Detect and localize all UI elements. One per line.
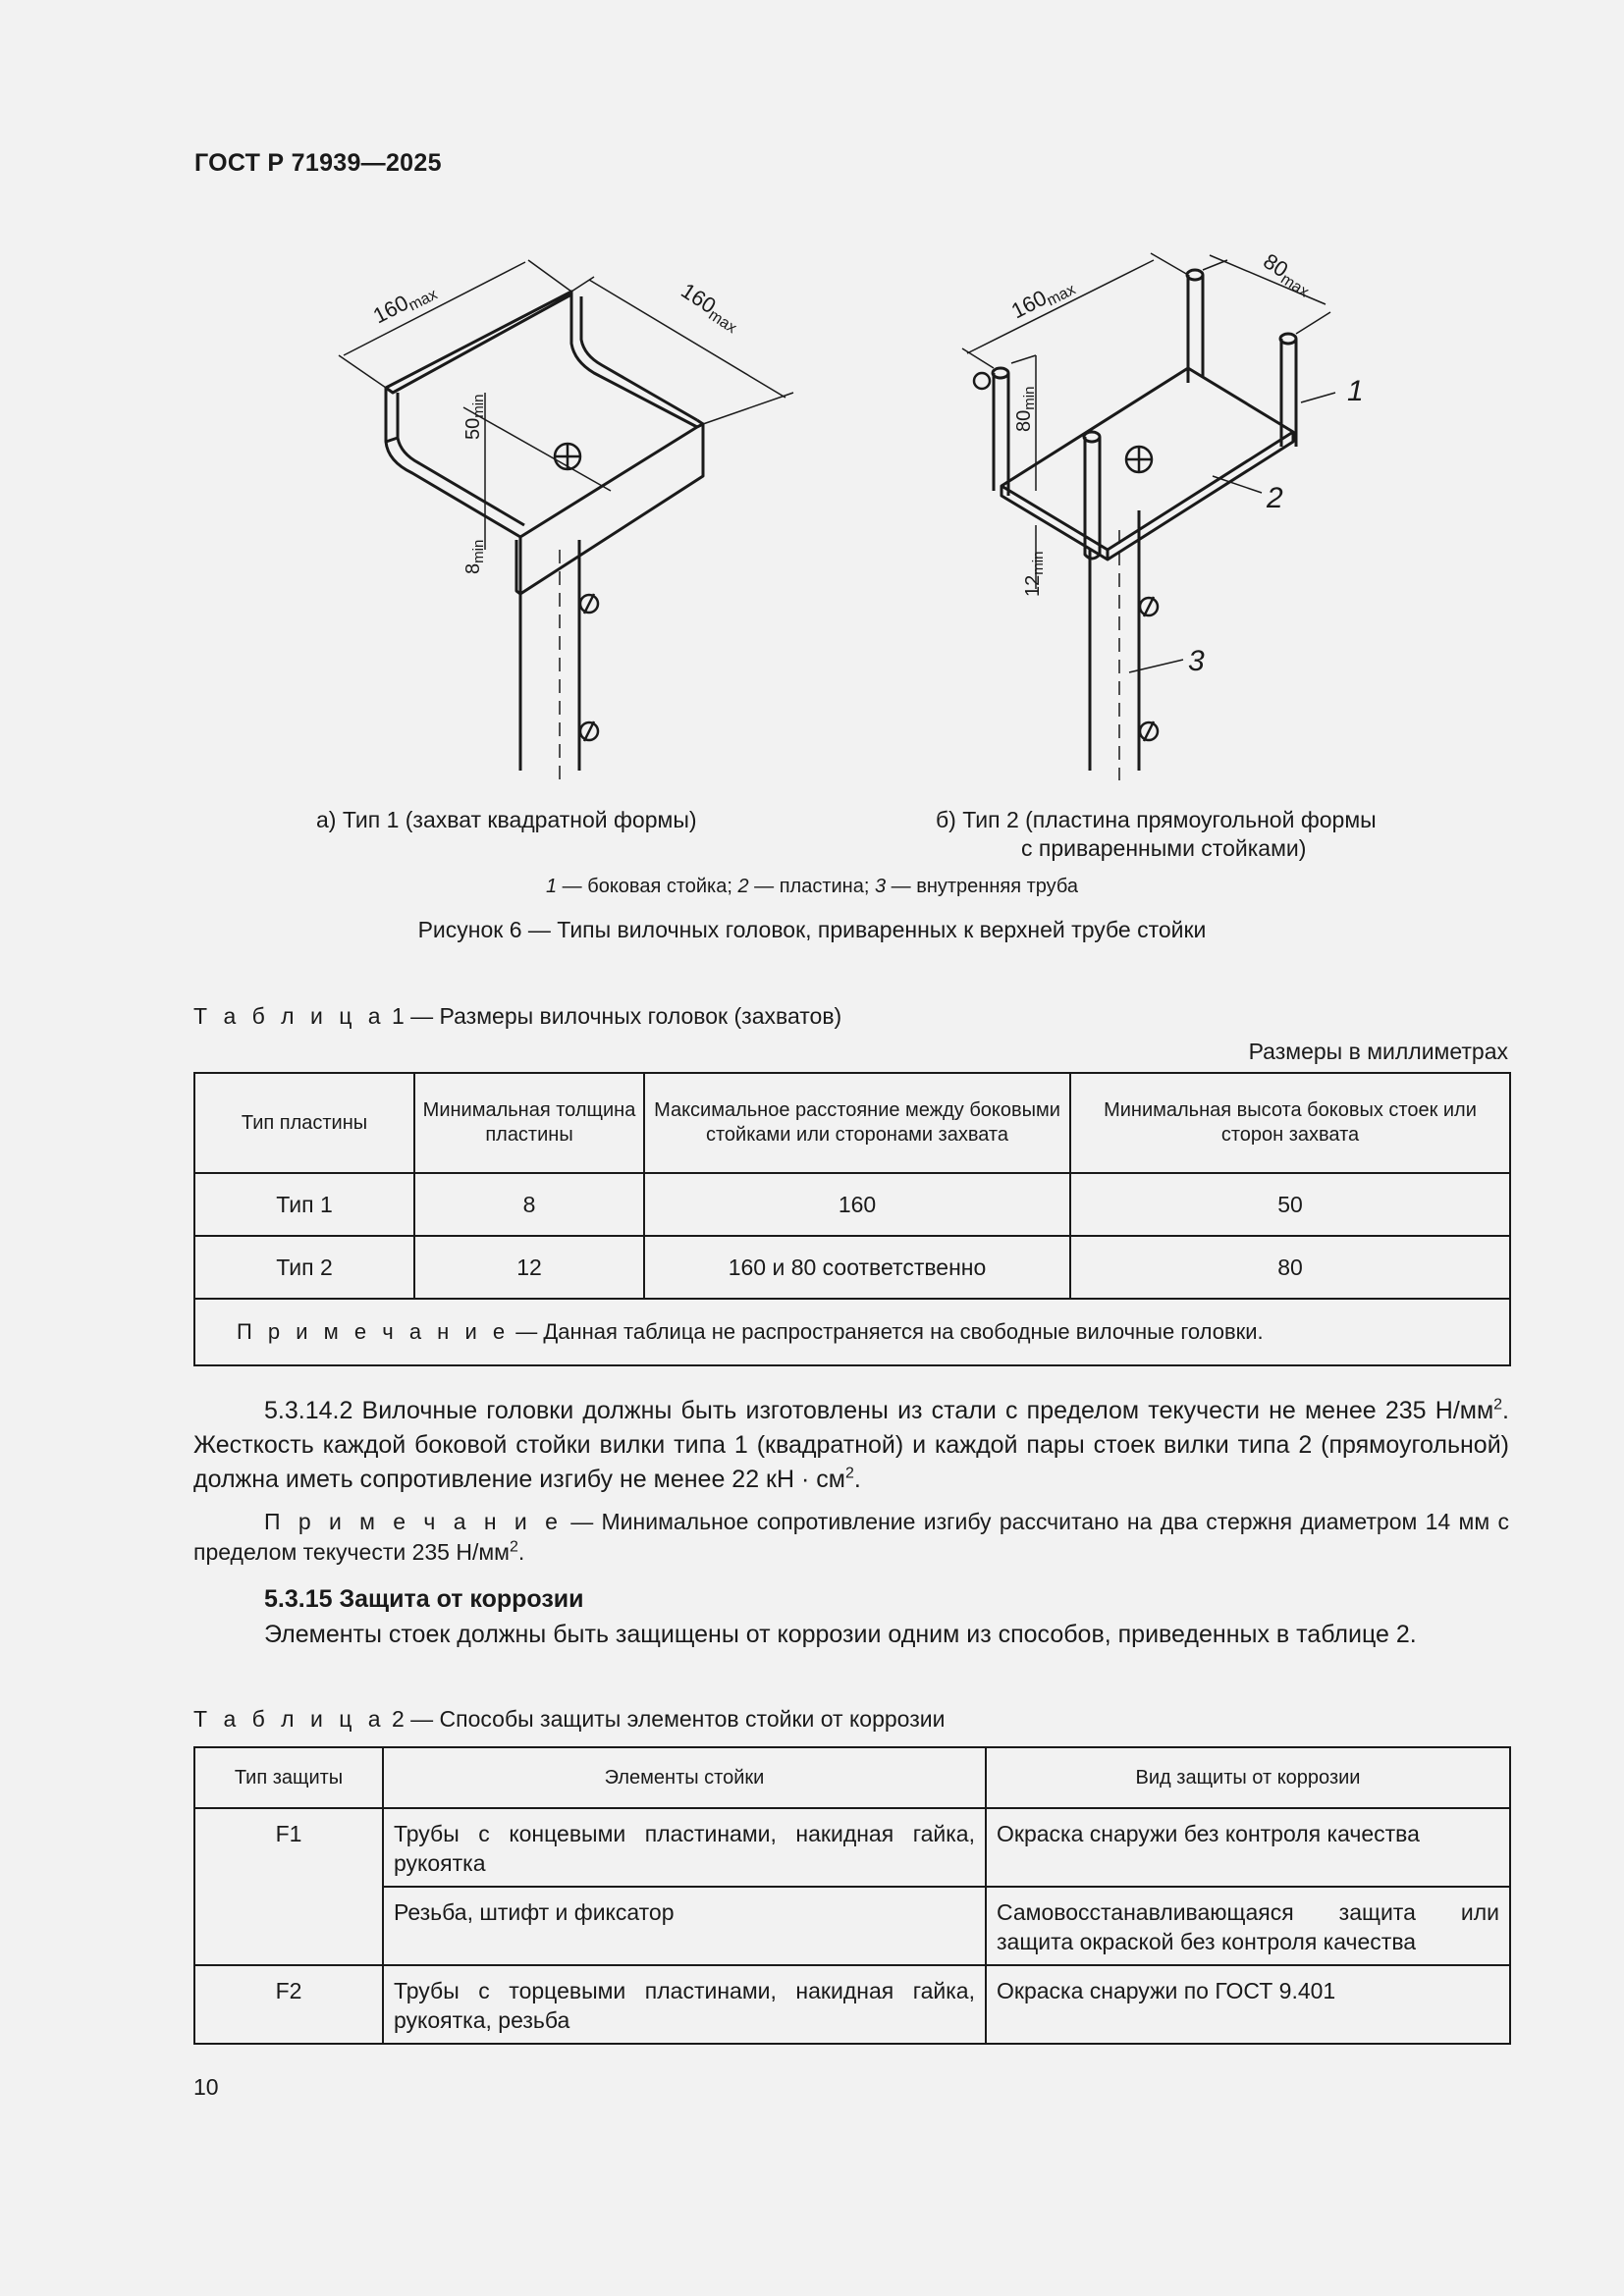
table2 (193, 1746, 1511, 2045)
svg-text:50min: $50_{min}$ (462, 394, 487, 440)
note-5-3-14-2: П р и м е ч а н и е — Минимальное сопротивление изгибу рассчитано на два стержня диаметром 14 мм с пределом текучести 235 $Н/мм^2$. (193, 1509, 1509, 1565)
table-cell: 8 (414, 1173, 644, 1236)
table-row (194, 1965, 1510, 2044)
table1-units: Размеры в миллиметрах (1248, 1039, 1508, 1064)
figure-a-type1-square-fork (324, 245, 815, 785)
table1-header: Минимальная высота боковых стоек или сторон захвата (1070, 1073, 1510, 1173)
table-cell: Трубы с торцевыми пластинами, накидная гайка, рукоятка, резьба (383, 1965, 986, 2044)
table2-header: Вид защиты от коррозии (986, 1747, 1510, 1808)
fig-b-label-3: 3 (1188, 645, 1205, 677)
fig-a-dim-thickness: 8 (462, 562, 484, 574)
table-cell: 50 (1070, 1173, 1510, 1236)
table-cell: F2 (194, 1965, 383, 2044)
fig-b-dim-width: 80 (1259, 248, 1293, 283)
fig-b-label-1: 1 (1347, 375, 1364, 407)
svg-text:160max: 160max (368, 286, 441, 329)
svg-text:160max: 160max (1006, 281, 1079, 324)
section-text-5-3-15: Элементы стоек должны быть защищены от коррозии одним из способов, приведенных в таблице 2. (264, 1621, 1417, 1648)
table-cell: 160 (644, 1173, 1070, 1236)
figure-b-caption-line2: с приваренными стойками) (1021, 835, 1307, 861)
table-cell: Трубы с концевыми пластинами, накидная гайка, рукоятка (383, 1808, 986, 1887)
table-cell: 80 (1070, 1236, 1510, 1299)
fig-b-dim-thickness: 12 (1022, 574, 1044, 597)
figure-title: Рисунок 6 — Типы вилочных головок, приваренных к верхней трубе стойки (417, 917, 1207, 942)
fig-a-dim-side2: 160 (677, 278, 721, 319)
table1-header: Тип пластины (194, 1073, 414, 1173)
table2-header: Элементы стойки (383, 1747, 986, 1808)
table1-header: Минимальная толщина пластины (414, 1073, 644, 1173)
fig-b-dim-length: 160 (1006, 285, 1051, 324)
table-cell: Окраска снаружи без контроля качества (986, 1808, 1510, 1887)
svg-text:160max: 160max (677, 278, 740, 338)
table-cell: Тип 2 (194, 1236, 414, 1299)
figure-b-type2-rectangular-fork (943, 236, 1394, 785)
table-row (194, 1173, 1510, 1236)
figure-b-caption-line1: б) Тип 2 (пластина прямоугольной формы (936, 807, 1377, 832)
paragraph-5-3-14-2: 5.3.14.2 Вилочные головки должны быть изготовлены из стали с пределом текучести не менее 235 $Н/мм^2$. Жесткость каждой боковой стойки вилки типа 1 (квадратной) и каждой пары стоек вилки типа 2 (прямоугольной) должна иметь сопротивление изгибу не менее 22 кН · $см^2$. (193, 1396, 1509, 1493)
figure-a-caption: а) Тип 1 (захват квадратной формы) (316, 807, 697, 832)
table1-caption: Т а б л и ц а 1 — Размеры вилочных головок (захватов) (193, 1003, 842, 1029)
table1-header-row (194, 1073, 1510, 1173)
table-cell: 12 (414, 1236, 644, 1299)
table2-caption: Т а б л и ц а 2 — Способы защиты элементов стойки от коррозии (193, 1706, 946, 1732)
page-number: 10 (193, 2074, 219, 2100)
fig-b-label-2: 2 (1267, 482, 1283, 514)
table1 (193, 1072, 1511, 1366)
table-cell: Окраска снаружи по ГОСТ 9.401 (986, 1965, 1510, 2044)
fig-a-dim-height: 50 (462, 417, 484, 440)
fig-a-dim-side1: 160 (368, 290, 412, 329)
table-cell: Самовосстанавливающаяся защита или защита окраской без контроля качества (986, 1887, 1510, 1965)
svg-text:12min: $12_{min}$ (1022, 551, 1047, 597)
table1-note: П р и м е ч а н и е — Данная таблица не распространяется на свободные вилочные головки. (194, 1299, 1510, 1365)
table-cell: Тип 1 (194, 1173, 414, 1236)
table-row (194, 1887, 1510, 1965)
table-row (194, 1236, 1510, 1299)
table-cell: 160 и 80 соответственно (644, 1236, 1070, 1299)
fig-b-dim-height: 80 (1013, 409, 1035, 432)
table1-note-row (194, 1299, 1510, 1365)
table1-header: Максимальное расстояние между боковыми стойками или сторонами захвата (644, 1073, 1070, 1173)
table2-header: Тип защиты (194, 1747, 383, 1808)
document-header: ГОСТ Р 71939—2025 (194, 149, 442, 177)
figure-legend: 1 — боковая стойка; 2 — пластина; 3 — внутренняя труба (546, 876, 1078, 897)
table2-header-row (194, 1747, 1510, 1808)
table-cell: Резьба, штифт и фиксатор (383, 1887, 986, 1965)
section-heading-5-3-15: 5.3.15 Защита от коррозии (264, 1585, 584, 1613)
svg-text:8min: $8_{min}$ (462, 539, 487, 574)
table-row (194, 1808, 1510, 1887)
table-cell: F1 (194, 1808, 383, 1965)
svg-text:80max: 80max (1259, 248, 1312, 301)
svg-text:80min: $80_{min}$ (1013, 386, 1038, 432)
